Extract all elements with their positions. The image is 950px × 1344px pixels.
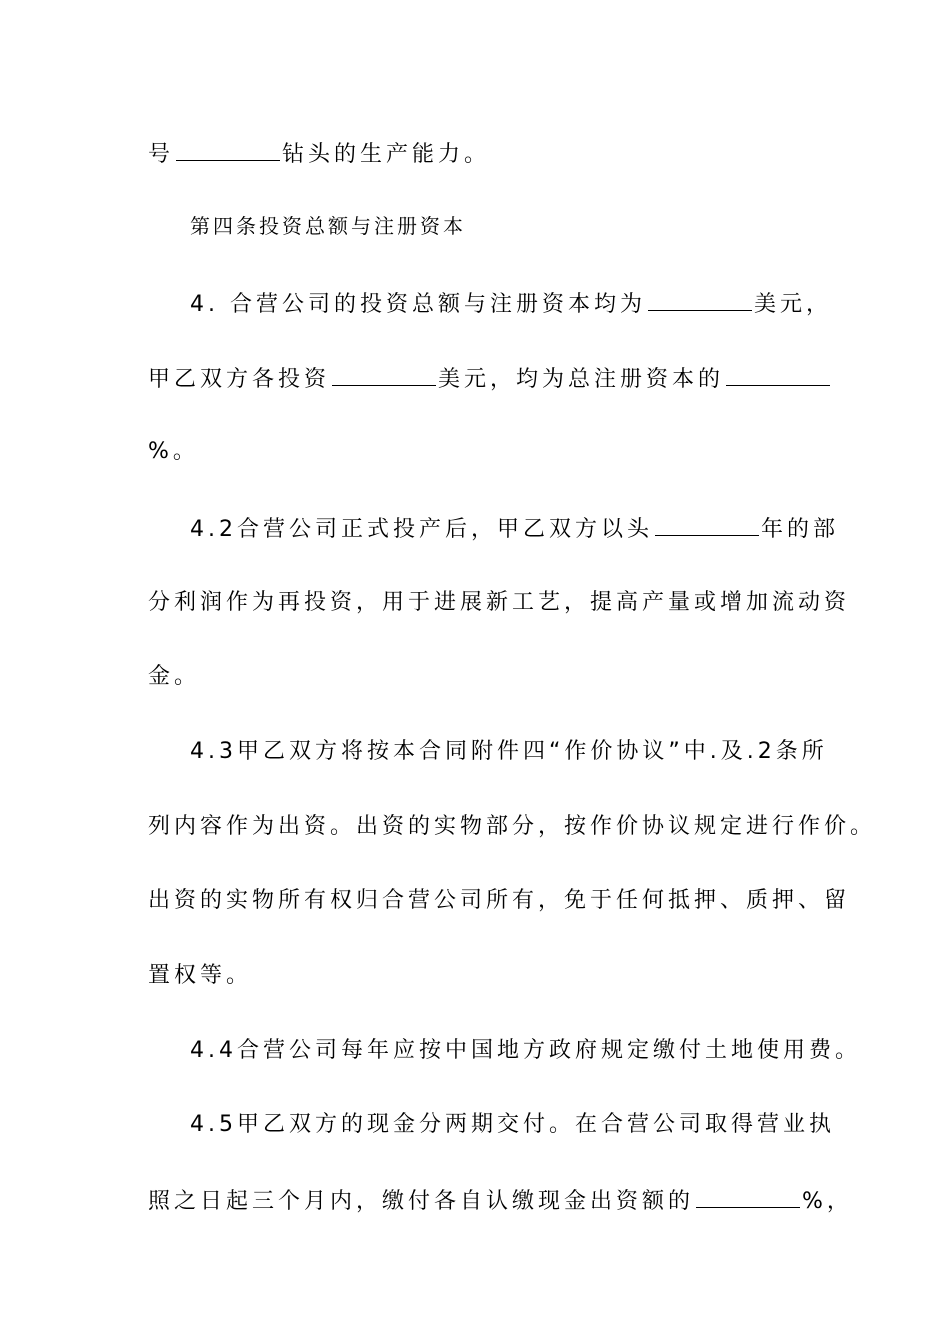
- text-line: 置权等。: [148, 963, 253, 988]
- text-line: %。: [148, 439, 199, 464]
- fill-blank: [696, 1187, 800, 1208]
- text-segment: 钻头的生产能力。: [282, 142, 491, 167]
- text-segment: 年的部: [761, 517, 840, 542]
- text-line: [190, 515, 839, 543]
- text-segment: 号: [148, 142, 175, 167]
- fill-blank: [332, 365, 436, 386]
- section-heading: 第四条投资总额与注册资本: [190, 214, 466, 238]
- fill-blank: [655, 515, 759, 536]
- text-line: 列内容作为出资。出资的实物部分，按作价协议规定进行作价。: [148, 814, 877, 839]
- fill-blank: [726, 365, 830, 386]
- text-line: [148, 140, 490, 168]
- text-segment: %，: [802, 1189, 853, 1214]
- text-line: 分利润作为再投资，用于进展新工艺，提高产量或增加流动资: [148, 590, 851, 615]
- text-line: 4.4合营公司每年应按中国地方政府规定缴付土地使用费。: [190, 1038, 861, 1063]
- text-segment: 美元，均为总注册资本的: [438, 367, 725, 392]
- text-line: 4.5甲乙双方的现金分两期交付。在合营公司取得营业执: [190, 1112, 835, 1137]
- text-line: 出资的实物所有权归合营公司所有，免于任何抵押、质押、留: [148, 888, 851, 913]
- text-segment: 4. 合营公司的投资总额与注册资本均为: [190, 292, 646, 317]
- text-line: [190, 290, 832, 318]
- fill-blank: [648, 290, 752, 311]
- text-segment: 照之日起三个月内，缴付各自认缴现金出资额的: [148, 1189, 695, 1214]
- text-line: 金。: [148, 664, 201, 689]
- fill-blank: [176, 140, 280, 161]
- text-segment: 甲乙双方各投资: [148, 367, 331, 392]
- text-line: [148, 365, 832, 393]
- text-line: 4.3甲乙双方将按本合同附件四“作价协议”中.及.2条所: [190, 739, 828, 764]
- text-segment: 美元，: [754, 292, 833, 317]
- text-segment: 4.2合营公司正式投产后，甲乙双方以头: [190, 517, 653, 542]
- text-line: [148, 1187, 853, 1215]
